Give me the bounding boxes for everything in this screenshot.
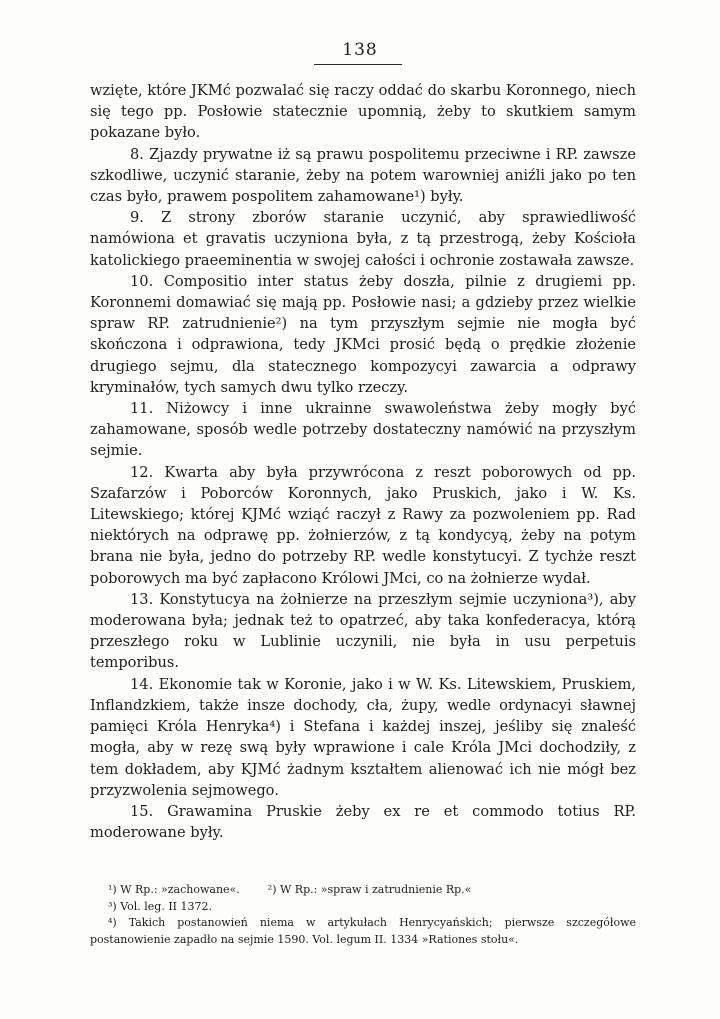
paragraph-article-11: 11. Niżowcy i inne ukrainne swawoleństwa żeby mogły być zahamowane, sposób wedle potrzeby dostateczny namówić na przyszłym sejmie. (90, 400, 636, 460)
footnote-1: ¹) W Rp.: »zachowane«. (108, 883, 240, 896)
paragraph-continuation: wzięte, które JKMć pozwalać się raczy oddać do skarbu Koronnego, niech się tego pp. Posłowie statecznie upomnią, żeby to skutkiem samym pokazane było. (90, 82, 636, 142)
paragraph-article-10: 10. Compositio inter status żeby doszła, pilnie z drugiemi pp. Koronnemi domawiać się mają pp. Posłowie nasi; a gdzieby przez wielkie spraw RP. zatrudnienie²) na tym przyszłym sejmie nie mogła być skończona i odprawiona, tedy JKMci prosić będą o prędkie złożenie drugiego sejmu, dla statecznego kompozycyi zawarcia a odprawy kryminałów, tych samych dwu tylko rzeczy. (90, 272, 636, 396)
paragraph-article-8: 8. Zjazdy prywatne iż są prawu pospolitemu przeciwne i RP. zawsze szkodliwe, uczynić staranie, żeby na potem warowniej aniźli jako po ten czas było, prawem pospolitem zahamowane¹) były. (90, 145, 636, 206)
paragraph-article-9: 9. Z strony zborów staranie uczynić, aby sprawiedliwość namówiona et gravatis uczyniona była, z tą przestrogą, żeby Kościoła katolickiego praeeminentia w swojej całości i ochronie zostawała zawsze. (90, 209, 636, 269)
body-text (90, 80, 636, 843)
footnote-4: ⁴) Takich postanowień niema w artykułach Henrycyańskich; pierwsze szczegółowe postanowienie zapadło na sejmie 1590. Vol. legum II. 1334 »Rationes stołu«. (90, 916, 636, 946)
footnote-2: ²) W Rp.: »spraw i zatrudnienie Rp.« (267, 883, 472, 896)
paragraph-article-15: 15. Grawamina Pruskie żeby ex re et commodo totius RP. moderowane były. (90, 802, 636, 842)
paragraph-article-12: 12. Kwarta aby była przywrócona z reszt poborowych od pp. Szafarzów i Poborców Koronnych, jako Pruskich, jako i W. Ks. Litewskiego; której KJMć wziąć raczył z Rawy za pozwoleniem pp. Rad niektórych na odprawę pp. żołnierzów, z tą kondycyą, żeby na potym brana nie była, jedno do potrzeby RP. wedle konstytucyi. Z tychże reszt poborowych ma być zapłacono Królowi JMci, co na żołnierze wydał. (90, 463, 636, 587)
page-number-rule (314, 64, 402, 65)
footnote-row-1-2 (90, 882, 636, 899)
footnotes (90, 882, 636, 948)
page-number: 138 (342, 40, 378, 60)
paragraph-article-13: 13. Konstytucya na żołnierze na przeszłym sejmie uczyniona³), aby moderowana była; jednak też to opatrzeć, aby taka konfederacya, którą przeszłego roku w Lublinie uczynili, nie była in usu perpetuis temporibus. (90, 590, 636, 672)
footnote-3: ³) Vol. leg. II 1372. (108, 899, 213, 913)
paragraph-article-14: 14. Ekonomie tak w Koronie, jako i w W. Ks. Litewskiem, Pruskiem, Inflandzkiem, także insze dochody, cła, żupy, wedle ordynacyi sławnej pamięci Króla Henryka⁴) i Stefana i każdej inszej, jeśliby się znaleść mogła, aby w rezę swą były wprawione i cale Króla JMci dochodziły, z tem dokładem, aby KJMć żadnym kształtem alienować ich nie mógł bez przyzwolenia sejmowego. (90, 675, 636, 799)
